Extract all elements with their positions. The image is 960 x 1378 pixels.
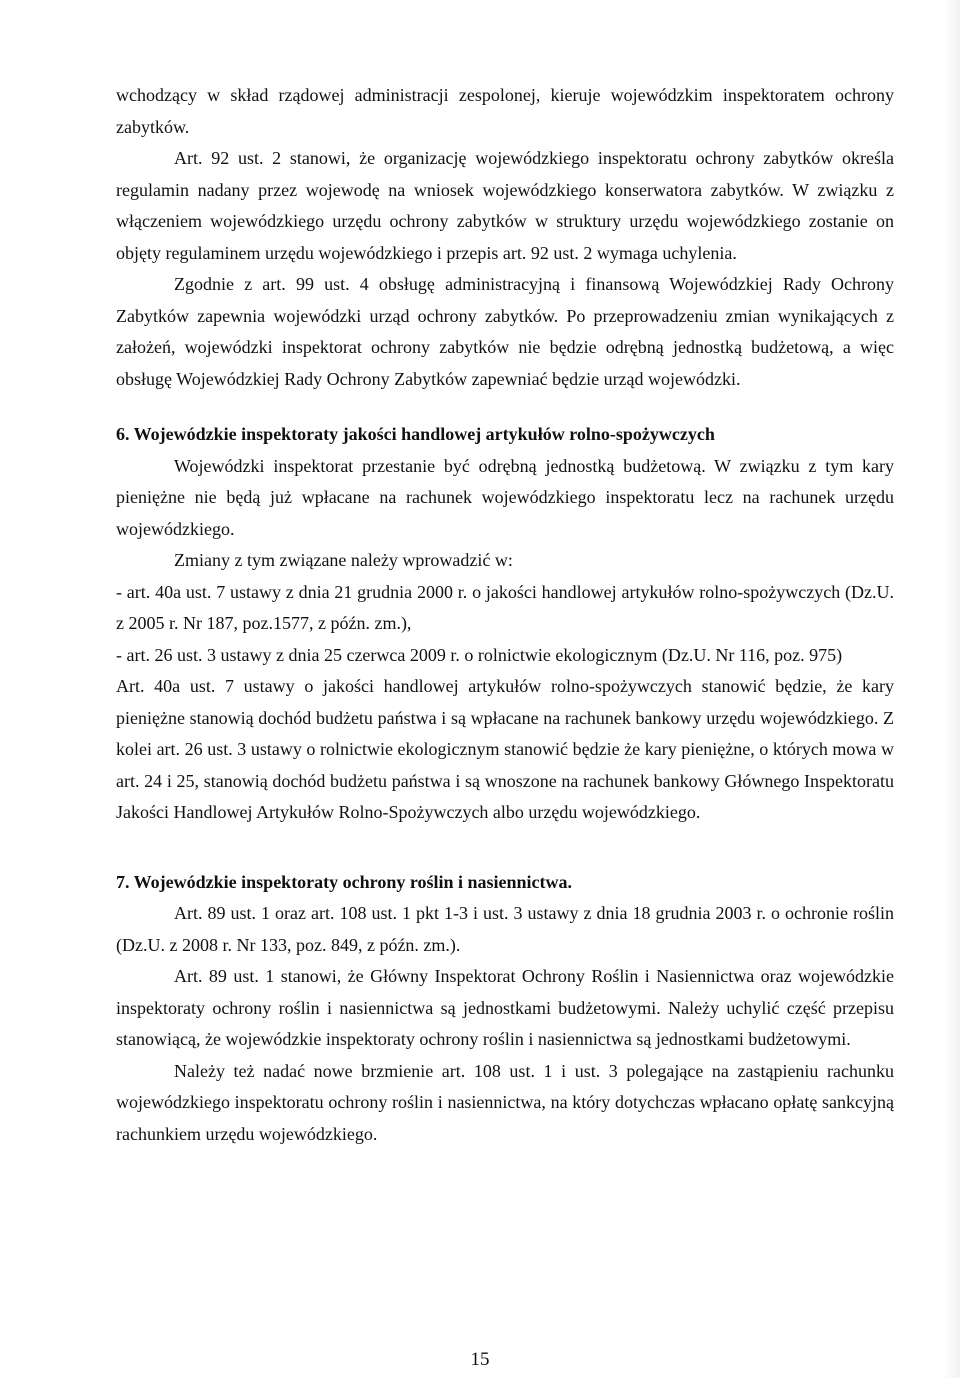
section-6-heading: 6. Wojewódzkie inspektoraty jakości handlowej artykułów rolno-spożywczych (116, 424, 715, 444)
section-7-paragraph-1: Art. 89 ust. 1 oraz art. 108 ust. 1 pkt 1-3 i ust. 3 ustawy z dnia 18 grudnia 2003 r. o ochronie roślin (Dz.U. z 2008 r. Nr 133, poz. 849, z późn. zm.). (116, 903, 894, 955)
section-6-paragraph-3: Art. 40a ust. 7 ustawy o jakości handlowej artykułów rolno-spożywczych stanowić będzie, że kary pieniężne stanowią dochód budżetu państwa i są wpłacane na rachunek bankowy urzędu wojewódzkiego. Z kolei art. 26 ust. 3 ustawy o rolnictwie ekologicznym stanowić będzie że kary pieniężne, o których mowa w art. 24 i 25, stanowią dochód budżetu państwa i są wnoszone na rachunek bankowy Głównego Inspektoratu Jakości Handlowej Artykułów Rolno-Spożywczych albo urzędu wojewódzkiego. (116, 676, 894, 822)
page-body (116, 80, 894, 1150)
scan-edge-shadow (942, 0, 960, 1378)
section-7-paragraph-3: Należy też nadać nowe brzmienie art. 108 ust. 1 i ust. 3 polegające na zastąpieniu rachunku wojewódzkiego inspektoratu ochrony roślin i nasiennictwa, na który dotychczas wpłacano opłatę sankcyjną rachunkiem urzędu wojewódzkiego. (116, 1060, 894, 1144)
section-6-list-item-2: - art. 26 ust. 3 ustawy z dnia 25 czerwca 2009 r. o rolnictwie ekologicznym (Dz.U. Nr 116, poz. 975) (116, 644, 843, 665)
section-6-paragraph-2: Zmiany z tym związane należy wprowadzić w: (174, 550, 513, 570)
section-7-heading: 7. Wojewódzkie inspektoraty ochrony roślin i nasiennictwa. (116, 871, 573, 892)
section-6-paragraph-1: Wojewódzki inspektorat przestanie być odrębną jednostką budżetową. W związku z tym kary pieniężne nie będą już wpłacane na rachunek wojewódzkiego inspektoratu lecz na rachunek urzędu wojewódzkiego. (116, 455, 894, 539)
page-number: 15 (470, 1349, 490, 1370)
paragraph-continuation: wchodzący w skład rządowej administracji zespolonej, kieruje wojewódzkim inspektoratem ochrony zabytków. (116, 85, 894, 137)
section-7-paragraph-2: Art. 89 ust. 1 stanowi, że Główny Inspektorat Ochrony Roślin i Nasiennictwa oraz wojewódzkie inspektoraty ochrony roślin i nasiennictwa są jednostkami budżetowymi. Należy uchylić część przepisu stanowiącą, że wojewódzkie inspektoraty ochrony roślin i nasiennictwa są jednostkami budżetowymi. (116, 966, 894, 1049)
section-6-list-item-1: - art. 40a ust. 7 ustawy z dnia 21 grudnia 2000 r. o jakości handlowej artykułów rolno-spożywczych (Dz.U. z 2005 r. Nr 187, poz.1577, z późn. zm.), (116, 581, 894, 633)
paragraph-art-92: Art. 92 ust. 2 stanowi, że organizację wojewódzkiego inspektoratu ochrony zabytków określa regulamin nadany przez wojewodę na wniosek wojewódzkiego konserwatora zabytków. W związku z włączeniem wojewódzkiego urzędu ochrony zabytków w struktury urzędu wojewódzkiego zostanie on objęty regulaminem urzędu wojewódzkiego i przepis art. 92 ust. 2 wymaga uchylenia. (116, 148, 894, 263)
paragraph-art-99: Zgodnie z art. 99 ust. 4 obsługę administracyjną i finansową Wojewódzkiej Rady Ochrony Zabytków zapewnia wojewódzki urząd ochrony zabytków. Po przeprowadzeniu zmian wynikających z założeń, wojewódzki inspektorat ochrony zabytków nie będzie odrębną jednostką budżetową, a więc obsługę Wojewódzkiej Rady Ochrony Zabytków zapewniać będzie urząd wojewódzki. (116, 274, 894, 389)
